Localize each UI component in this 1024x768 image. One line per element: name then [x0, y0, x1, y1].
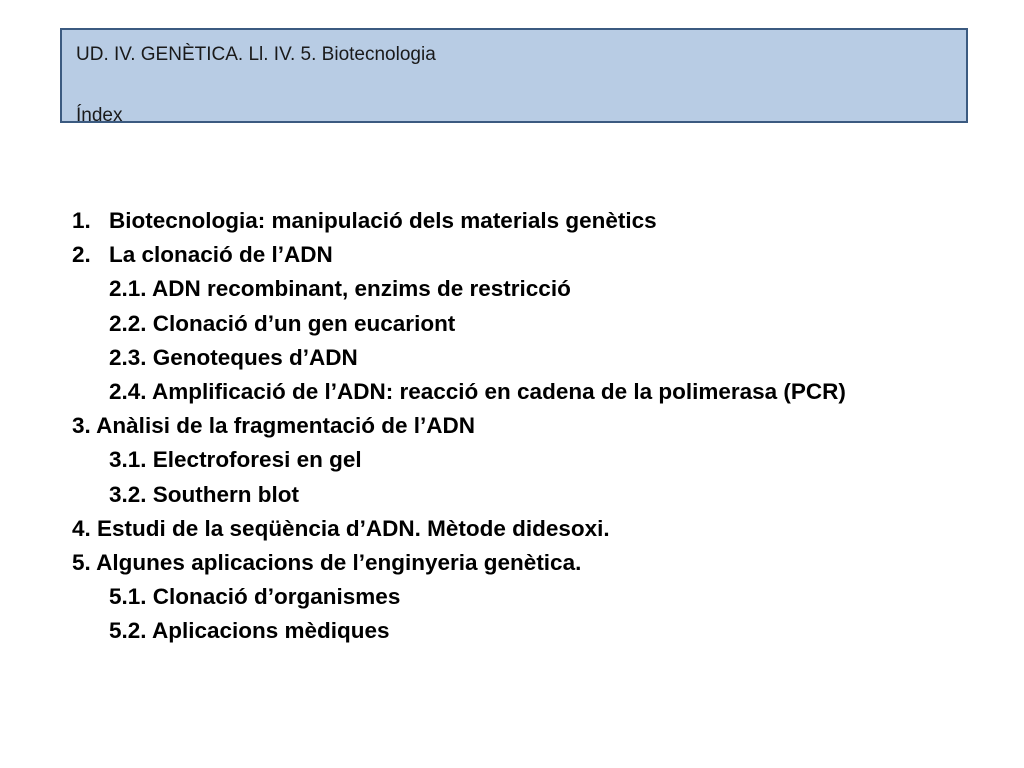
- index-item: [72, 512, 846, 546]
- slide-title: UD. IV. GENÈTICA. Ll. IV. 5. Biotecnologia: [76, 44, 436, 65]
- index-subitem: [72, 341, 846, 375]
- index-subitem-label: 2.3. Genoteques d’ADN: [109, 344, 358, 370]
- index-subitem-label: 5.2. Aplicacions mèdiques: [109, 618, 390, 644]
- index-subitem-label: 3.1. Electroforesi en gel: [109, 447, 362, 473]
- index-subitem: [72, 307, 846, 341]
- index-subitem: [72, 580, 846, 614]
- index-subitem: [72, 478, 846, 512]
- index-subitem: [72, 272, 846, 306]
- index-item-label: 3. Anàlisi de la fragmentació de l’ADN: [72, 413, 476, 439]
- index-item-label: 4. Estudi de la seqüència d’ADN. Mètode didesoxi.: [72, 515, 610, 541]
- index-subitem: [72, 614, 846, 648]
- index-list: [72, 204, 846, 648]
- header-box: [60, 28, 968, 126]
- index-subitem-label: 2.4. Amplificació de l’ADN: reacció en cadena de la polimerasa (PCR): [109, 378, 846, 404]
- index-item-number: 2.: [72, 242, 91, 268]
- index-subitem-label: 5.1. Clonació d’organismes: [109, 584, 401, 610]
- index-subitem: [72, 375, 846, 409]
- index-subitem-label: 3.2. Southern blot: [109, 481, 300, 507]
- index-item-number: 1.: [72, 208, 91, 233]
- index-item: [72, 204, 846, 238]
- index-item: [72, 238, 846, 272]
- slide-subtitle: Índex: [76, 105, 123, 126]
- index-subitem: [72, 443, 846, 477]
- index-subitem-label: 2.2. Clonació d’un gen eucariont: [109, 310, 456, 336]
- index-item: [72, 409, 846, 443]
- index-subitem-label: 2.1. ADN recombinant, enzims de restricció: [109, 276, 571, 302]
- index-item-label: Biotecnologia: manipulació dels materials genètics: [109, 208, 657, 233]
- index-item-label: 5. Algunes aplicacions de l’enginyeria genètica.: [72, 549, 582, 575]
- index-item-label: La clonació de l’ADN: [109, 242, 333, 268]
- index-item: [72, 546, 846, 580]
